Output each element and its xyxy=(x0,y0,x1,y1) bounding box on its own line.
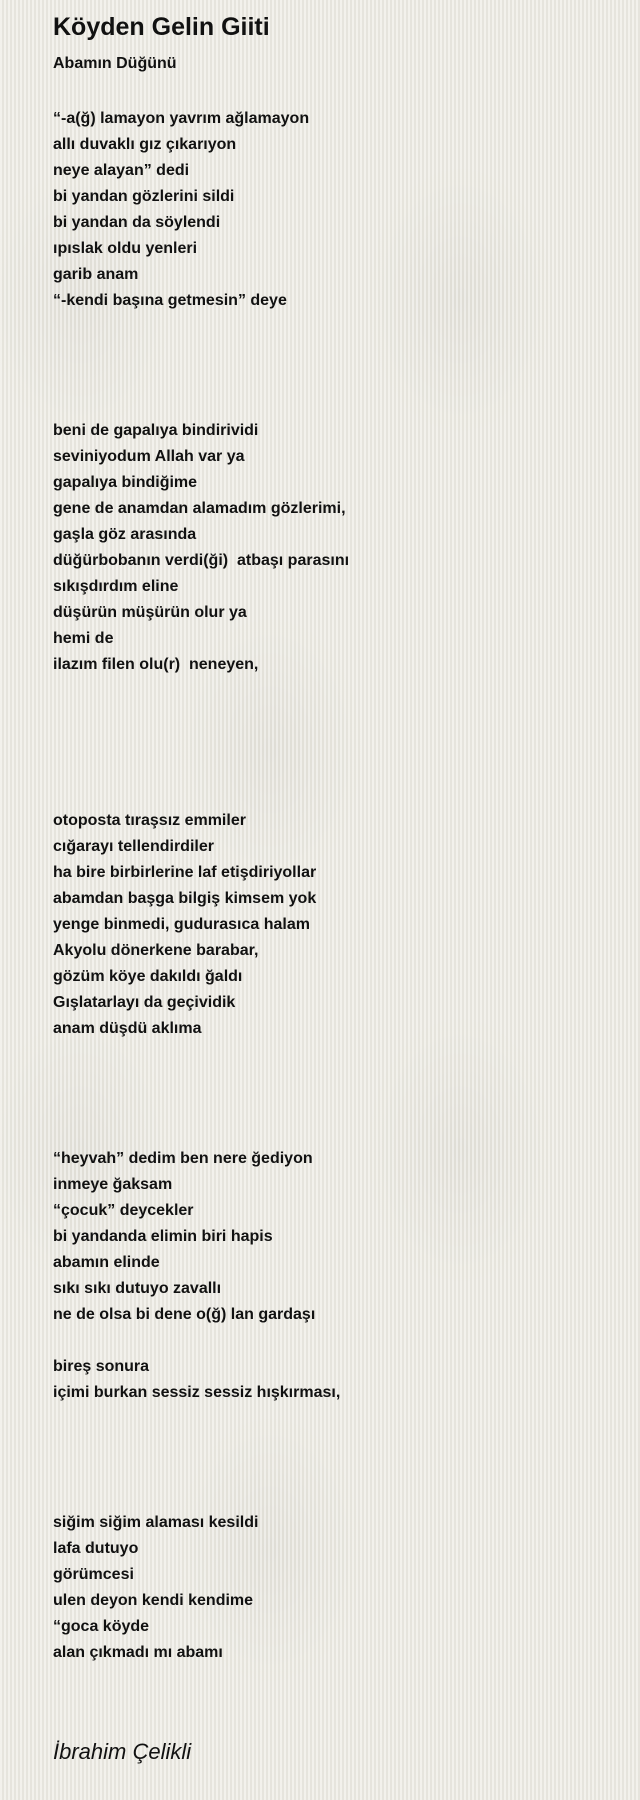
poem-line: beni de gapalıya bindirividi xyxy=(53,422,259,439)
poem-author: İbrahim Çelikli xyxy=(53,1739,192,1764)
poem-line: cığarayı tellendirdiler xyxy=(53,838,214,855)
poem-line: neye alayan” dedi xyxy=(53,162,190,179)
poem-line: ne de olsa bi dene o(ğ) lan gardaşı xyxy=(53,1306,316,1323)
poem-line: gaşla göz arasında xyxy=(53,526,197,543)
poem-line: bireş sonura xyxy=(53,1358,150,1375)
poem-line: alan çıkmadı mı abamı xyxy=(53,1644,223,1661)
poem-line: “-kendi başına getmesin” deye xyxy=(53,292,287,309)
poem-line: bi yandanda elimin biri hapis xyxy=(53,1228,273,1245)
poem-line: bi yandan da söylendi xyxy=(53,214,221,231)
stanza-spacer xyxy=(53,678,349,808)
stanza-6 xyxy=(53,1510,349,1666)
poem-line: allı duvaklı gız çıkarıyon xyxy=(53,136,237,153)
stanza-2 xyxy=(53,418,349,678)
poem-body xyxy=(53,106,349,1666)
poem-line: anam düşdü aklıma xyxy=(53,1020,202,1037)
poem-line: görümcesi xyxy=(53,1566,134,1583)
poem-subtitle: Abamın Düğünü xyxy=(53,55,177,72)
poem-line: sıkı sıkı dutuyo zavallı xyxy=(53,1280,222,1297)
poem-line: gapalıya bindiğime xyxy=(53,474,198,491)
poem-line: gözüm köye dakıldı ğaldı xyxy=(53,968,243,985)
poem-line: siğim siğim alaması kesildi xyxy=(53,1514,259,1531)
poem-line: “çocuk” deycekler xyxy=(53,1202,194,1219)
stanza-1 xyxy=(53,106,349,314)
poem-line: ulen deyon kendi kendime xyxy=(53,1592,254,1609)
poem-line: içimi burkan sessiz sessiz hışkırması, xyxy=(53,1384,341,1401)
stanza-3 xyxy=(53,808,349,1042)
poem-line: “heyvah” dedim ben nere ğediyon xyxy=(53,1150,313,1167)
poem-line: Gışlatarlayı da geçividik xyxy=(53,994,236,1011)
poem-line: hemi de xyxy=(53,630,114,647)
stanza-4 xyxy=(53,1146,349,1328)
poem-line: ıpıslak oldu yenleri xyxy=(53,240,198,257)
poem-line: düşürün müşürün olur ya xyxy=(53,604,247,621)
poem-line: seviniyodum Allah var ya xyxy=(53,448,245,465)
stanza-spacer xyxy=(53,1042,349,1146)
poem-line: gene de anamdan alamadım gözlerimi, xyxy=(53,500,346,517)
poem-line: ilazım filen olu(r) neneyen, xyxy=(53,656,259,673)
poem-line: lafa dutuyo xyxy=(53,1540,139,1557)
poem-line: yenge binmedi, gudurasıca halam xyxy=(53,916,310,933)
stanza-spacer xyxy=(53,1328,349,1354)
poem-line: bi yandan gözlerini sildi xyxy=(53,188,235,205)
poem-line: ha bire birbirlerine laf etişdiriyollar xyxy=(53,864,317,881)
poem-title: Köyden Gelin Giiti xyxy=(53,13,270,41)
poem-line: sıkışdırdım eline xyxy=(53,578,179,595)
poem-line: abamın elinde xyxy=(53,1254,160,1271)
poem-line: “-a(ğ) lamayon yavrım ağlamayon xyxy=(53,110,310,127)
stanza-5 xyxy=(53,1354,349,1406)
poem-line: düğürbobanın verdi(ği) atbaşı parasını xyxy=(53,552,350,569)
poem-line: garib anam xyxy=(53,266,139,283)
poem-line: Akyolu dönerkene barabar, xyxy=(53,942,259,959)
poem-line: otoposta tıraşsız emmiler xyxy=(53,812,246,829)
poem-line: abamdan başga bilgiş kimsem yok xyxy=(53,890,317,907)
poem-line: inmeye ğaksam xyxy=(53,1176,173,1193)
stanza-spacer xyxy=(53,1406,349,1510)
stanza-spacer xyxy=(53,314,349,418)
poem-line: “goca köyde xyxy=(53,1618,150,1635)
